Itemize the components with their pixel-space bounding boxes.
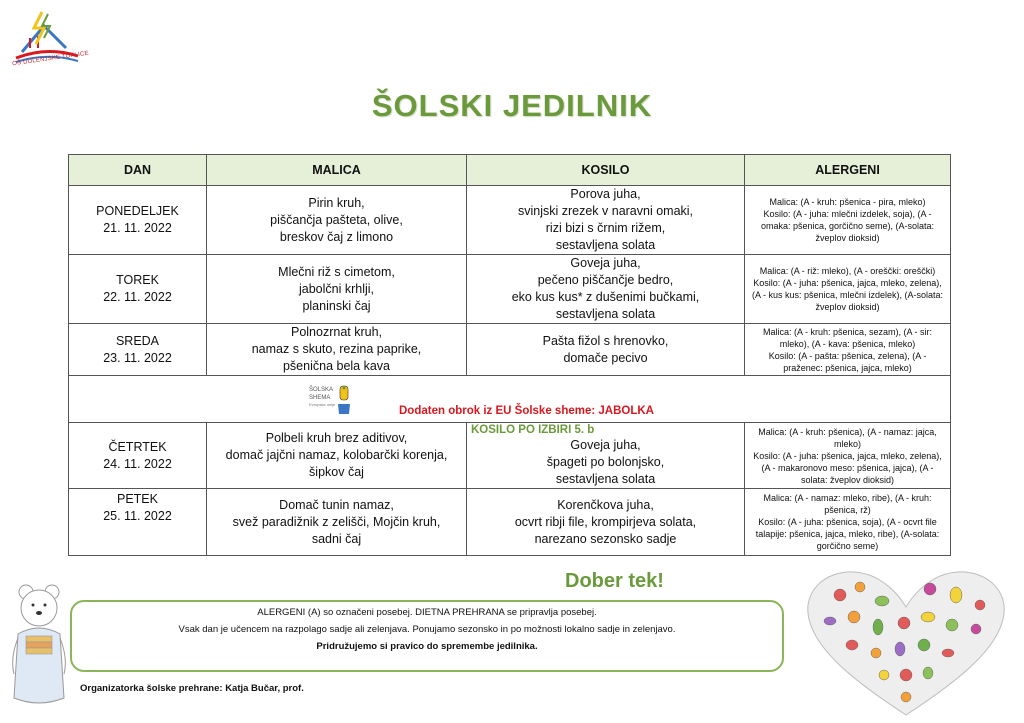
eu-logo-line: ŠOLSKA	[309, 387, 334, 393]
day-cell	[69, 423, 207, 489]
kosilo-line: sestavljena solata	[555, 238, 656, 252]
alergeni-line: Malica: (A - kruh: pšenica - pira, mleko)	[769, 197, 926, 207]
kosilo-cell	[467, 489, 745, 556]
alergeni-line: solata: žveplov dioksid)	[800, 474, 895, 485]
eu-school-scheme-logo	[309, 382, 355, 418]
day-date: 22. 11. 2022	[103, 290, 172, 304]
malica-line: planinski čaj	[302, 298, 371, 313]
kosilo-line: špageti po bolonjsko,	[546, 454, 665, 469]
table-row	[69, 489, 951, 556]
malica-line: pšenična bela kava	[282, 359, 391, 373]
day-date: 25. 11. 2022	[103, 509, 172, 523]
note-line: Vsak dan je učencem na razpolago sadje ali zelenjava. Ponujamo sezonsko in po možnosti lokalno sadje in zelenjavo.	[178, 624, 676, 635]
malica-cell	[207, 186, 467, 255]
logo-caption: OŠ DOLENJSKE TOPLICE	[11, 50, 90, 68]
malica-line: domač jajčni namaz, kolobarčki korenja,	[225, 448, 448, 462]
malica-line: svež paradižnik z zelišči, Mojčin kruh,	[232, 514, 441, 529]
malica-line: Pirin kruh,	[308, 195, 365, 210]
header-dan: DAN	[69, 155, 207, 186]
page-title: ŠOLSKI JEDILNIK	[371, 88, 653, 123]
note-bold-line: Pridružujemo si pravico do spremembe jedilnika.	[316, 641, 538, 652]
bear-illustration	[4, 578, 74, 718]
day-name: PONEDELJEK	[96, 204, 179, 218]
malica-line: šipkov čaj	[309, 465, 364, 479]
day-date: 21. 11. 2022	[103, 221, 172, 235]
kosilo-line: sestavljena solata	[555, 471, 656, 486]
header-alergeni: ALERGENI	[745, 155, 951, 186]
day-name: SREDA	[115, 333, 160, 348]
organizer-text: Organizatorka šolske prehrane: Katja Bučar, prof.	[80, 683, 304, 694]
kosilo-line: svinjski zrezek v naravni omaki,	[517, 204, 694, 218]
alergeni-line: žveplov dioksid)	[815, 302, 880, 312]
day-cell	[69, 186, 207, 255]
alergeni-line: žveplov dioksid)	[815, 233, 880, 243]
note-line: ALERGENI (A) so označeni posebej. DIETNA PREHRANA se pripravlja posebej.	[257, 607, 597, 618]
alergeni-line: Malica: (A - namaz: mleko, ribe), (A - kruh:	[763, 493, 932, 503]
day-date: 23. 11. 2022	[103, 350, 172, 365]
day-name: PETEK	[117, 492, 158, 506]
kosilo-cell	[467, 423, 745, 489]
table-row	[69, 186, 951, 255]
kosilo-line: domače pecivo	[563, 350, 648, 365]
alergeni-line: Kosilo: (A - juha: mlečni izdelek, soja), (A -	[763, 209, 932, 219]
day-date: 24. 11. 2022	[103, 456, 172, 471]
alergeni-line: pšenica, rž)	[824, 505, 871, 515]
kosilo-line: Pašta fižol s hrenovko,	[542, 333, 669, 348]
alergeni-line: omaka: pšenica, gorčično seme), (A-solata:	[760, 221, 935, 231]
dober-tek-text: Dober tek!	[565, 570, 664, 592]
day-cell	[69, 324, 207, 376]
alergeni-line: gorčično seme)	[816, 541, 879, 551]
eu-scheme-text: Dodaten obrok iz EU Šolske sheme: JABOLKA	[399, 405, 654, 417]
fruit-heart-illustration	[800, 565, 1012, 717]
kosilo-line: Porova juha,	[570, 187, 641, 201]
alergeni-line: Malica: (A - riž: mleko), (A - oreščki: oreščki)	[759, 266, 936, 276]
header-malica: MALICA	[207, 155, 467, 186]
alergeni-cell	[745, 423, 951, 489]
alergeni-line: mleko)	[833, 438, 861, 449]
eu-logo-line: Evropske unije	[309, 402, 336, 407]
kosilo-cell	[467, 324, 745, 376]
table-header-row	[69, 155, 951, 186]
alergeni-cell	[745, 255, 951, 324]
alergeni-cell	[745, 489, 951, 556]
malica-line: Polbeli kruh brez aditivov,	[265, 431, 408, 445]
malica-line: Mlečni riž s cimetom,	[278, 264, 395, 279]
malica-cell	[207, 324, 467, 376]
kosilo-line: Goveja juha,	[570, 256, 641, 270]
malica-line: namaz s skuto, rezina paprike,	[251, 342, 422, 356]
malica-cell	[207, 255, 467, 324]
day-name: ČETRTEK	[108, 439, 167, 454]
malica-line: piščančja pašteta, olive,	[270, 212, 403, 227]
alergeni-cell	[745, 324, 951, 376]
kosilo-line: eko kus kus* z dušenimi bučkami,	[511, 290, 700, 304]
kosilo-line: ocvrt ribji file, krompirjeva solata,	[514, 514, 697, 529]
menu-table	[68, 154, 951, 556]
kosilo-line: Goveja juha,	[570, 437, 641, 452]
day-name: TOREK	[116, 273, 159, 287]
alergeni-line: praženec: pšenica, jajca, mleko)	[783, 362, 912, 373]
malica-line: breskov čaj z limono	[279, 229, 394, 244]
malica-line: sadni čaj	[311, 531, 362, 546]
notes-box	[70, 600, 784, 672]
table-row	[69, 255, 951, 324]
malica-cell	[207, 423, 467, 489]
alergeni-line: Kosilo: (A - juha: pšenica, soja), (A - ocvrt file	[758, 517, 937, 527]
header-kosilo: KOSILO	[467, 155, 745, 186]
kosilo-line: Korenčkova juha,	[557, 497, 654, 512]
alergeni-line: Malica: (A - kruh: pšenica), (A - namaz: jajca,	[758, 426, 937, 437]
alergeni-line: (A - kus kus: pšenica, mlečni izdelek), (A-solata:	[751, 290, 944, 300]
malica-line: Domač tunin namaz,	[279, 497, 394, 512]
alergeni-line: Kosilo: (A - juha: pšenica, jajca, mleko, zelena),	[753, 450, 942, 461]
malica-line: jabolčni krhlji,	[298, 281, 375, 296]
eu-scheme-row	[69, 376, 951, 423]
alergeni-line: talapije: pšenica, jajca, mleko, ribe), (A-solata:	[755, 529, 940, 539]
kosilo-line: rizi bizi s črnim rižem,	[545, 221, 666, 235]
alergeni-cell	[745, 186, 951, 255]
kosilo-cell	[467, 255, 745, 324]
alergeni-line: (A - makaronovo meso: pšenica, jajca), (A -	[761, 462, 934, 473]
alergeni-line: Kosilo: (A - pašta: pšenica, zelena), (A -	[768, 350, 927, 361]
malica-line: Polnozrnat kruh,	[290, 325, 383, 339]
kosilo-cell	[467, 186, 745, 255]
alergeni-line: Kosilo: (A - juha: pšenica, jajca, mleko, zelena),	[753, 278, 942, 288]
eu-logo-line: SHEMA	[309, 395, 331, 401]
eu-scheme-cell	[69, 376, 951, 423]
alergeni-line: mleko), (A - kava: pšenica, mleko)	[779, 338, 916, 349]
day-cell	[69, 489, 207, 556]
table-row	[69, 423, 951, 489]
malica-cell	[207, 489, 467, 556]
table-row	[69, 324, 951, 376]
kosilo-line: pečeno piščančje bedro,	[537, 273, 674, 287]
kosilo-line: narezano sezonsko sadje	[534, 531, 677, 546]
kosilo-po-izbiri-label: KOSILO PO IZBIRI 5. b	[471, 423, 595, 436]
day-cell	[69, 255, 207, 324]
kosilo-line: sestavljena solata	[555, 307, 656, 321]
alergeni-line: Malica: (A - kruh: pšenica, sezam), (A - sir:	[762, 326, 933, 337]
